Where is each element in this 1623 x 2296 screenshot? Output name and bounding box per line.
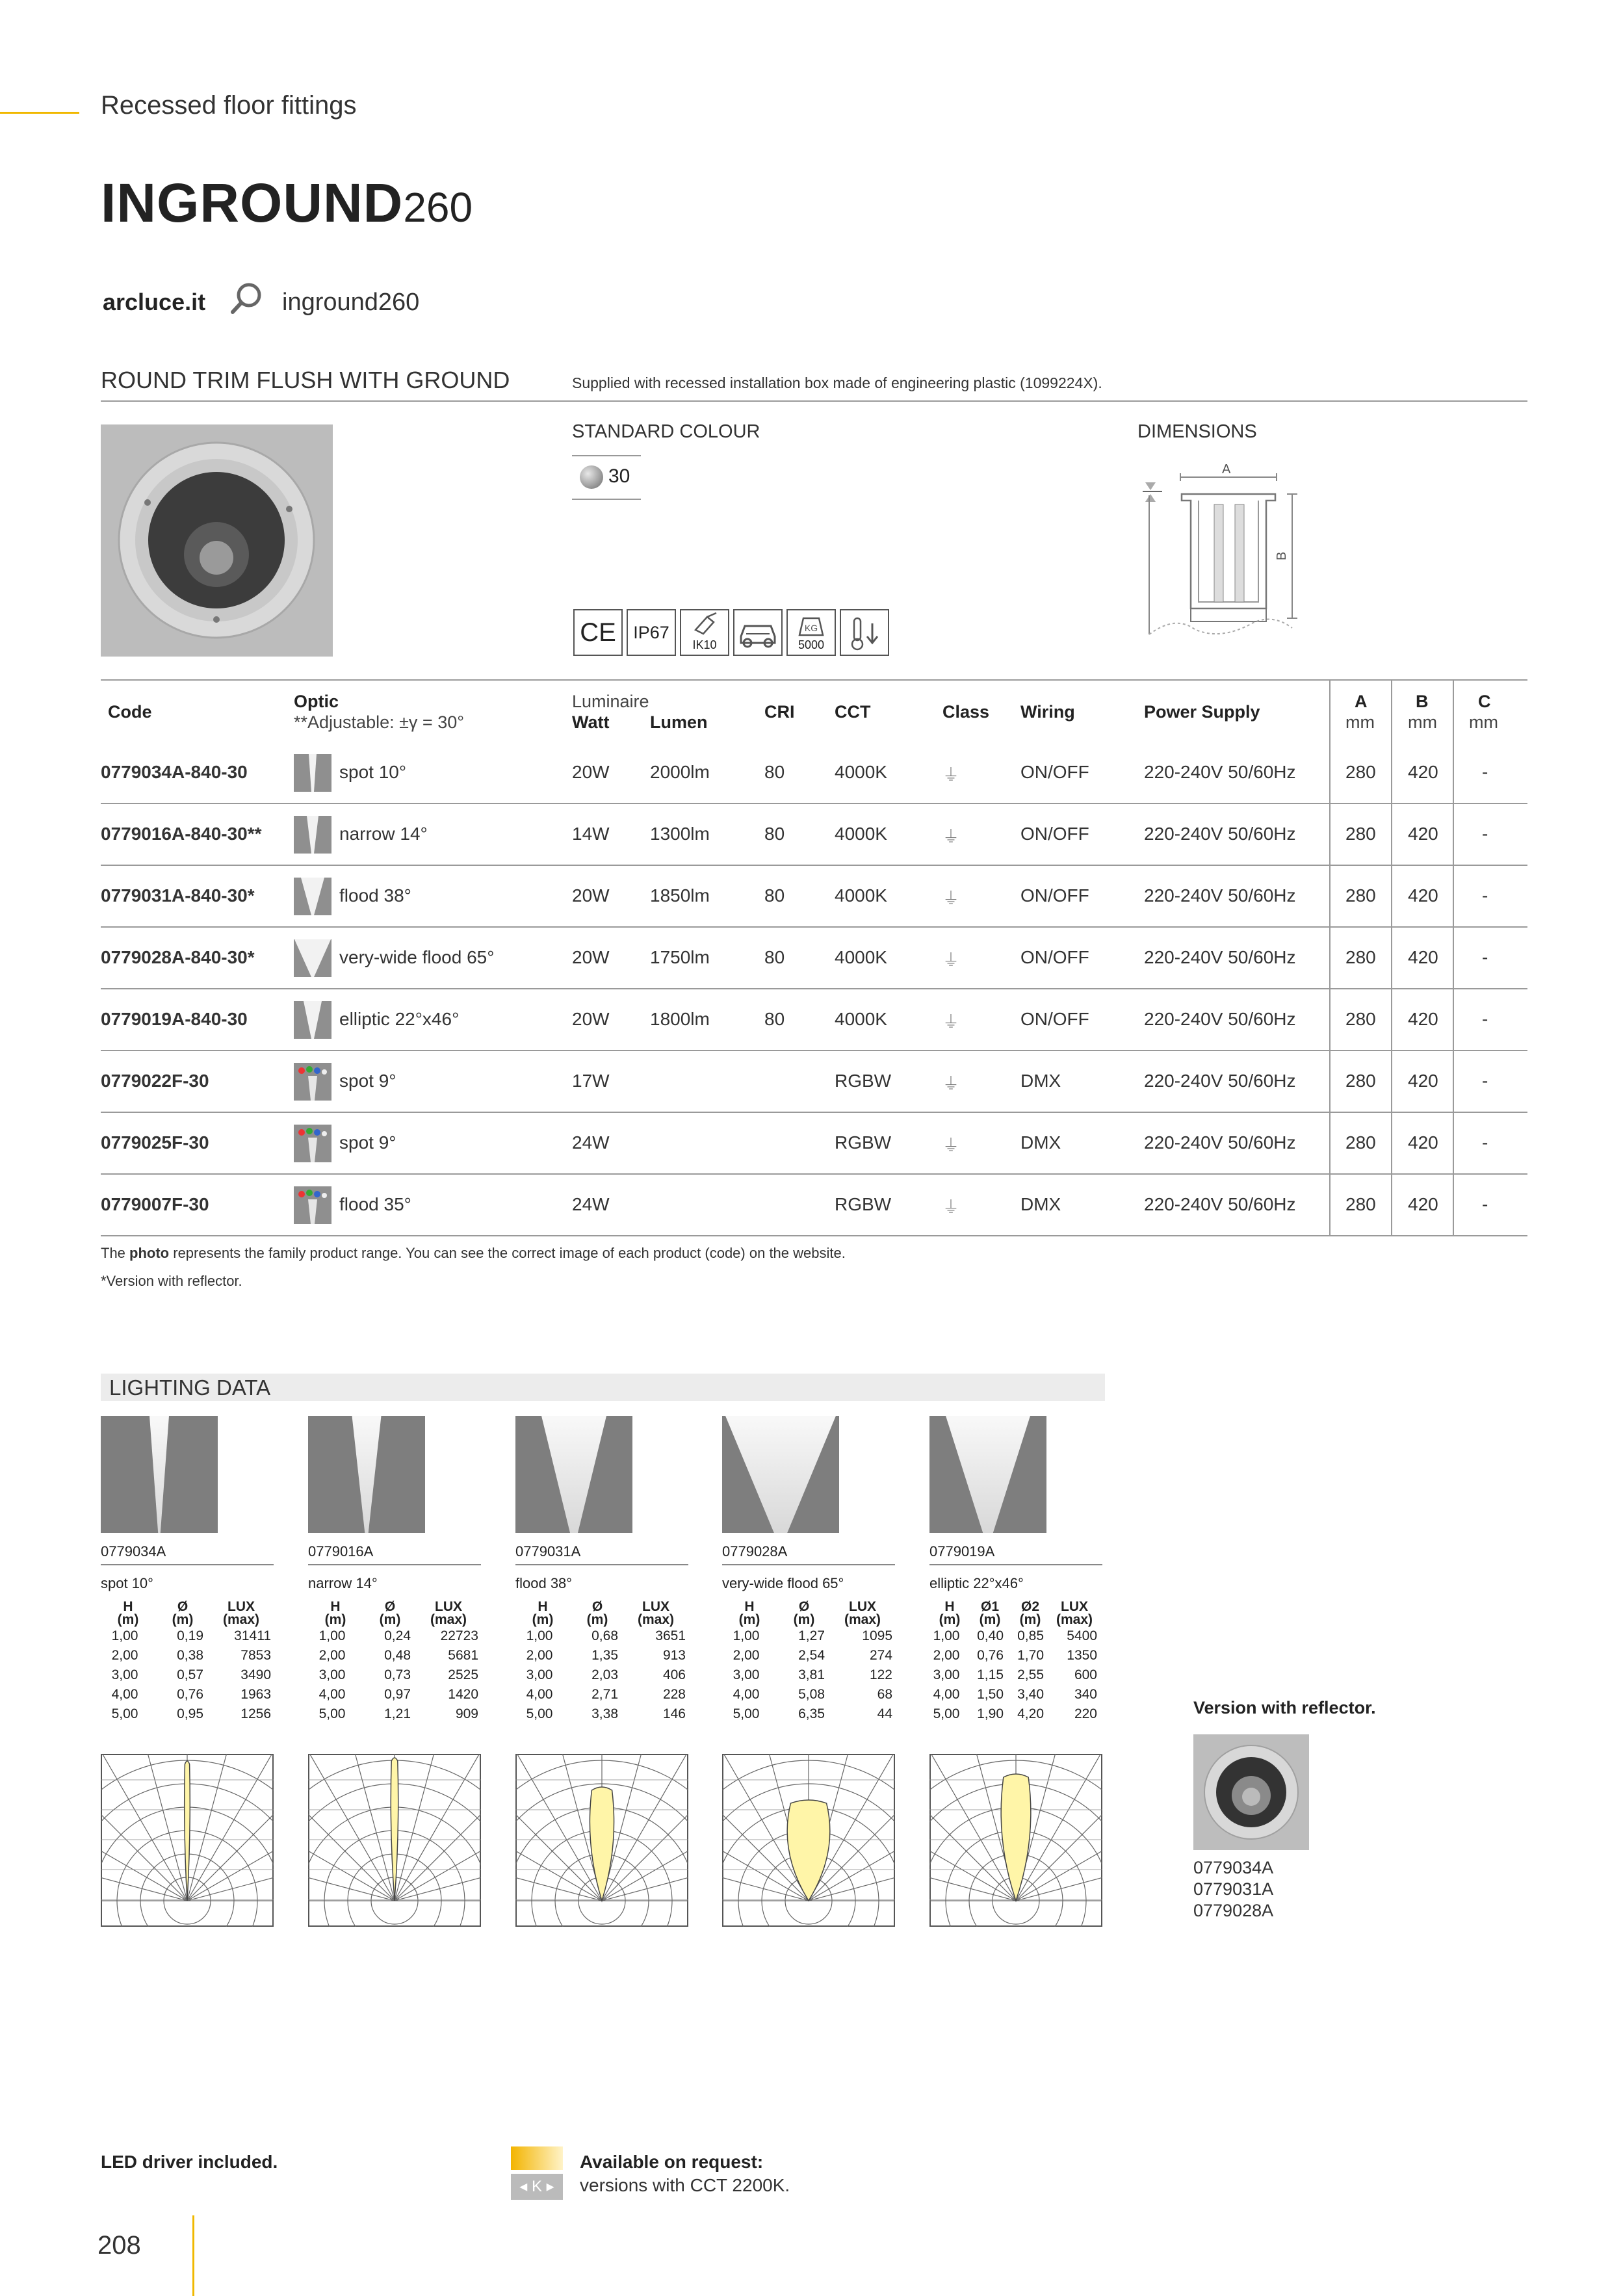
lighting-col-header: Ø (m) xyxy=(379,1599,401,1627)
cct-gradient-icon xyxy=(511,2146,563,2170)
lighting-title: LIGHTING DATA xyxy=(109,1376,271,1400)
row-wiring: DMX xyxy=(1020,1194,1061,1214)
divider xyxy=(929,1564,1102,1565)
website-link[interactable]: arcluce.it xyxy=(103,289,206,315)
lighting-cell: 1,90 xyxy=(977,1706,1004,1721)
lighting-cell: 0,38 xyxy=(177,1648,203,1663)
colour-code: 30 xyxy=(608,465,630,487)
lighting-optic: elliptic 22°x46° xyxy=(929,1575,1024,1591)
lighting-col-header: Ø2 (m) xyxy=(1019,1599,1041,1627)
lighting-cell: 3651 xyxy=(655,1628,686,1643)
row-a: 280 xyxy=(1345,762,1376,782)
lighting-cell: 0,19 xyxy=(177,1628,203,1643)
polar-diagram xyxy=(101,1754,274,1927)
row-lumen: 1750lm xyxy=(650,947,710,967)
colour-swatch xyxy=(580,465,603,489)
title-light: 260 xyxy=(403,184,473,231)
lighting-cell: 1095 xyxy=(862,1628,892,1643)
lighting-cell: 3,00 xyxy=(111,1667,138,1682)
lighting-col-header: LUX (max) xyxy=(430,1599,467,1627)
col-code: Code xyxy=(108,702,152,722)
lighting-cell: 1256 xyxy=(240,1706,271,1721)
polar-diagram xyxy=(515,1754,688,1927)
row-c: - xyxy=(1482,762,1488,782)
optic-icon xyxy=(294,1125,331,1162)
row-b: 420 xyxy=(1408,885,1438,906)
lighting-cell: 1,00 xyxy=(526,1628,553,1643)
row-code: 0779034A-840-30 xyxy=(101,762,248,782)
row-power: 220-240V 50/60Hz xyxy=(1144,947,1296,967)
beam-image xyxy=(308,1416,425,1533)
lighting-cell: 909 xyxy=(455,1706,478,1721)
title-bold: INGROUND xyxy=(101,172,404,233)
lighting-cell: 5,08 xyxy=(798,1687,825,1702)
row-wiring: ON/OFF xyxy=(1020,885,1089,906)
lighting-cell: 1,35 xyxy=(591,1648,618,1663)
divider xyxy=(572,499,641,500)
dimensions-label: DIMENSIONS xyxy=(1137,421,1257,442)
row-divider xyxy=(101,1173,1527,1175)
lighting-cell: 4,00 xyxy=(933,1687,960,1702)
lighting-col-header: Ø (m) xyxy=(586,1599,608,1627)
lighting-cell: 31411 xyxy=(234,1628,271,1643)
col-c-unit: mm xyxy=(1469,712,1498,732)
row-wiring: ON/OFF xyxy=(1020,762,1089,782)
row-lumen: 1300lm xyxy=(650,824,710,844)
row-class: ⏚ xyxy=(942,950,960,970)
row-wiring: DMX xyxy=(1020,1132,1061,1153)
lighting-col-header: Ø1 (m) xyxy=(979,1599,1001,1627)
col-luminaire: Luminaire xyxy=(572,692,649,711)
row-divider xyxy=(101,926,1527,928)
row-optic: elliptic 22°x46° xyxy=(339,1009,460,1029)
lighting-cell: 3,40 xyxy=(1017,1687,1044,1702)
drive-over-icon xyxy=(733,609,783,656)
row-b: 420 xyxy=(1408,824,1438,844)
lighting-cell: 0,40 xyxy=(977,1628,1004,1643)
reflector-title: Version with reflector. xyxy=(1193,1698,1376,1717)
row-cct: 4000K xyxy=(835,947,887,967)
table-top-rule xyxy=(101,679,1527,681)
polar-diagram xyxy=(308,1754,481,1927)
row-b: 420 xyxy=(1408,1194,1438,1214)
lighting-cell: 0,48 xyxy=(384,1648,411,1663)
row-code: 0779007F-30 xyxy=(101,1194,209,1214)
row-class: ⏚ xyxy=(942,827,960,846)
available-text: versions with CCT 2200K. xyxy=(580,2175,790,2195)
lighting-cell: 1,00 xyxy=(933,1628,960,1643)
accent-line xyxy=(192,2215,194,2296)
col-power: Power Supply xyxy=(1144,702,1260,722)
row-cri: 80 xyxy=(764,762,785,782)
standard-colour-label: STANDARD COLOUR xyxy=(572,421,760,442)
lighting-table xyxy=(722,1600,894,1724)
lighting-cell: 1,27 xyxy=(798,1628,825,1643)
row-optic: very-wide flood 65° xyxy=(339,947,495,967)
lighting-optic: flood 38° xyxy=(515,1575,573,1591)
row-power: 220-240V 50/60Hz xyxy=(1144,1071,1296,1091)
lighting-cell: 3,00 xyxy=(526,1667,553,1682)
lighting-optic: very-wide flood 65° xyxy=(722,1575,844,1591)
row-cri: 80 xyxy=(764,947,785,967)
lighting-cell: 2,54 xyxy=(798,1648,825,1663)
lighting-optic: narrow 14° xyxy=(308,1575,378,1591)
page-number: 208 xyxy=(97,2231,141,2260)
row-watt: 14W xyxy=(572,824,610,844)
lighting-code: 0779019A xyxy=(929,1543,995,1559)
col-watt: Watt xyxy=(572,712,610,732)
row-cct: RGBW xyxy=(835,1071,892,1091)
lighting-cell: 2,00 xyxy=(933,1648,960,1663)
row-watt: 20W xyxy=(572,1009,610,1029)
col-divider xyxy=(1329,679,1331,1236)
row-code: 0779016A-840-30** xyxy=(101,824,262,844)
row-divider xyxy=(101,988,1527,989)
lighting-col-header: H (m) xyxy=(117,1599,139,1627)
row-wiring: DMX xyxy=(1020,1071,1061,1091)
row-watt: 20W xyxy=(572,762,610,782)
row-optic: narrow 14° xyxy=(339,824,428,844)
reflector-photo xyxy=(1193,1734,1309,1850)
lighting-cell: 600 xyxy=(1074,1667,1097,1682)
ce-icon: CE xyxy=(573,609,623,656)
row-c: - xyxy=(1482,1071,1488,1091)
row-c: - xyxy=(1482,824,1488,844)
lighting-cell: 3,00 xyxy=(318,1667,346,1682)
row-a: 280 xyxy=(1345,1132,1376,1153)
lighting-cell: 1,00 xyxy=(318,1628,346,1643)
row-a: 280 xyxy=(1345,947,1376,967)
beam-image xyxy=(515,1416,632,1533)
lighting-cell: 1963 xyxy=(240,1687,271,1702)
divider xyxy=(515,1564,688,1565)
row-cct: 4000K xyxy=(835,824,887,844)
row-watt: 20W xyxy=(572,885,610,906)
col-a: A xyxy=(1355,692,1368,711)
lighting-col-header: H (m) xyxy=(939,1599,961,1627)
table-note: The photo represents the family product range. You can see the correct image of each product (code) on the website. xyxy=(101,1245,846,1261)
lighting-cell: 3,00 xyxy=(933,1667,960,1682)
lighting-col-header: H (m) xyxy=(532,1599,554,1627)
lighting-col-header: H (m) xyxy=(324,1599,346,1627)
lighting-optic: spot 10° xyxy=(101,1575,153,1591)
col-a-unit: mm xyxy=(1345,712,1375,732)
lighting-cell: 146 xyxy=(662,1706,686,1721)
row-b: 420 xyxy=(1408,1132,1438,1153)
row-power: 220-240V 50/60Hz xyxy=(1144,762,1296,782)
lighting-cell: 1,50 xyxy=(977,1687,1004,1702)
lighting-cell: 4,00 xyxy=(526,1687,553,1702)
lighting-block xyxy=(101,1416,274,1936)
lighting-cell: 2,00 xyxy=(111,1648,138,1663)
row-cri: 80 xyxy=(764,885,785,906)
row-class: ⏚ xyxy=(942,1074,960,1093)
lighting-block xyxy=(722,1416,895,1936)
lighting-cell: 0,85 xyxy=(1017,1628,1044,1643)
lighting-cell: 3,00 xyxy=(733,1667,760,1682)
row-a: 280 xyxy=(1345,824,1376,844)
col-b-unit: mm xyxy=(1408,712,1437,732)
lighting-cell: 0,68 xyxy=(591,1628,618,1643)
optic-icon xyxy=(294,1063,331,1101)
row-code: 0779025F-30 xyxy=(101,1132,209,1153)
row-cct: RGBW xyxy=(835,1194,892,1214)
row-class: ⏚ xyxy=(942,765,960,785)
lighting-cell: 44 xyxy=(877,1706,892,1721)
lighting-cell: 2,03 xyxy=(591,1667,618,1682)
row-c: - xyxy=(1482,947,1488,967)
lighting-cell: 22723 xyxy=(440,1628,478,1643)
row-lumen: 2000lm xyxy=(650,762,710,782)
row-divider xyxy=(101,803,1527,804)
accent-line xyxy=(0,112,79,114)
lighting-table xyxy=(929,1600,1098,1724)
search-term: inground260 xyxy=(282,289,420,316)
row-lumen: 1800lm xyxy=(650,1009,710,1029)
product-title xyxy=(101,170,473,240)
beam-image xyxy=(101,1416,218,1533)
lighting-col-header: Ø (m) xyxy=(172,1599,194,1627)
row-code: 0779031A-840-30* xyxy=(101,885,255,906)
col-lumen: Lumen xyxy=(650,712,708,732)
lighting-cell: 0,95 xyxy=(177,1706,203,1721)
row-c: - xyxy=(1482,1009,1488,1029)
col-divider xyxy=(1391,679,1392,1236)
row-cri: 80 xyxy=(764,824,785,844)
lighting-table xyxy=(515,1600,687,1724)
lighting-cell: 2,55 xyxy=(1017,1667,1044,1682)
row-c: - xyxy=(1482,1194,1488,1214)
row-wiring: ON/OFF xyxy=(1020,947,1089,967)
ik10-icon: IK10 xyxy=(680,609,729,656)
kelvin-icon: ◂ K ▸ xyxy=(511,2174,563,2200)
lighting-cell: 4,00 xyxy=(111,1687,138,1702)
temperature-icon xyxy=(840,609,889,656)
col-c: C xyxy=(1478,692,1491,711)
lighting-cell: 7853 xyxy=(240,1648,271,1663)
lighting-cell: 1,00 xyxy=(733,1628,760,1643)
lighting-cell: 2525 xyxy=(448,1667,478,1682)
lighting-cell: 1420 xyxy=(448,1687,478,1702)
row-divider xyxy=(101,865,1527,866)
row-divider xyxy=(101,1050,1527,1051)
divider xyxy=(308,1564,481,1565)
row-class: ⏚ xyxy=(942,1136,960,1155)
polar-diagram xyxy=(929,1754,1102,1927)
optic-icon xyxy=(294,1001,331,1039)
row-watt: 17W xyxy=(572,1071,610,1091)
svg-text:KG: KG xyxy=(804,623,818,633)
available-title: Available on request: xyxy=(580,2152,764,2172)
lighting-col-header: LUX (max) xyxy=(637,1599,675,1627)
row-c: - xyxy=(1482,1132,1488,1153)
divider xyxy=(572,455,641,456)
lighting-cell: 0,97 xyxy=(384,1687,411,1702)
lighting-cell: 2,00 xyxy=(526,1648,553,1663)
row-divider xyxy=(101,1112,1527,1113)
dim-b-label: B xyxy=(1275,551,1289,560)
lighting-cell: 5,00 xyxy=(733,1706,760,1721)
optic-icon xyxy=(294,939,331,977)
lighting-col-header: LUX (max) xyxy=(844,1599,881,1627)
row-watt: 24W xyxy=(572,1132,610,1153)
lighting-cell: 6,35 xyxy=(798,1706,825,1721)
col-wiring: Wiring xyxy=(1020,702,1075,722)
row-power: 220-240V 50/60Hz xyxy=(1144,1009,1296,1029)
lighting-cell: 220 xyxy=(1074,1706,1097,1721)
col-divider xyxy=(1453,679,1454,1236)
lighting-cell: 0,24 xyxy=(384,1628,411,1643)
lighting-cell: 340 xyxy=(1074,1687,1097,1702)
lighting-cell: 5,00 xyxy=(111,1706,138,1721)
row-b: 420 xyxy=(1408,762,1438,782)
lighting-cell: 3,38 xyxy=(591,1706,618,1721)
lighting-cell: 5,00 xyxy=(933,1706,960,1721)
row-optic: spot 9° xyxy=(339,1071,396,1091)
row-code: 0779028A-840-30* xyxy=(101,947,255,967)
lighting-cell: 913 xyxy=(662,1648,686,1663)
row-divider xyxy=(101,1235,1527,1236)
col-optic-note: **Adjustable: ±γ = 30° xyxy=(294,712,465,732)
row-wiring: ON/OFF xyxy=(1020,1009,1089,1029)
divider xyxy=(722,1564,895,1565)
col-cct: CCT xyxy=(835,702,871,722)
lighting-block xyxy=(929,1416,1102,1936)
lighting-cell: 3,81 xyxy=(798,1667,825,1682)
row-optic: spot 9° xyxy=(339,1132,396,1153)
dim-a-label: A xyxy=(1222,462,1231,476)
row-class: ⏚ xyxy=(942,889,960,908)
load-5000-icon: KG 5000 xyxy=(786,609,836,656)
row-b: 420 xyxy=(1408,947,1438,967)
row-a: 280 xyxy=(1345,885,1376,906)
lighting-cell: 0,73 xyxy=(384,1667,411,1682)
row-class: ⏚ xyxy=(942,1197,960,1217)
col-b: B xyxy=(1416,692,1429,711)
lighting-code: 0779034A xyxy=(101,1543,166,1559)
lighting-cell: 1,21 xyxy=(384,1706,411,1721)
optic-icon xyxy=(294,816,331,854)
lighting-col-header: H (m) xyxy=(738,1599,760,1627)
optic-icon xyxy=(294,878,331,915)
lighting-cell: 1,15 xyxy=(977,1667,1004,1682)
lighting-cell: 4,00 xyxy=(318,1687,346,1702)
lighting-cell: 0,76 xyxy=(977,1648,1004,1663)
row-power: 220-240V 50/60Hz xyxy=(1144,824,1296,844)
row-optic: spot 10° xyxy=(339,762,407,782)
lighting-cell: 0,76 xyxy=(177,1687,203,1702)
lighting-col-header: LUX (max) xyxy=(222,1599,260,1627)
row-power: 220-240V 50/60Hz xyxy=(1144,1194,1296,1214)
lighting-cell: 2,00 xyxy=(318,1648,346,1663)
section-note: Supplied with recessed installation box made of engineering plastic (1099224X). xyxy=(572,374,1102,391)
table-note-2: *Version with reflector. xyxy=(101,1273,242,1289)
category-title: Recessed floor fittings xyxy=(101,91,357,120)
lighting-col-header: LUX (max) xyxy=(1056,1599,1093,1627)
row-code: 0779019A-840-30 xyxy=(101,1009,248,1029)
lighting-cell: 1,00 xyxy=(111,1628,138,1643)
polar-diagram xyxy=(722,1754,895,1927)
row-a: 280 xyxy=(1345,1071,1376,1091)
lighting-cell: 228 xyxy=(662,1687,686,1702)
lighting-cell: 5681 xyxy=(448,1648,478,1663)
row-watt: 20W xyxy=(572,947,610,967)
section-title: ROUND TRIM FLUSH WITH GROUND xyxy=(101,367,510,393)
lighting-cell: 406 xyxy=(662,1667,686,1682)
lighting-code: 0779016A xyxy=(308,1543,374,1559)
col-cri: CRI xyxy=(764,702,795,722)
lighting-cell: 122 xyxy=(869,1667,892,1682)
row-class: ⏚ xyxy=(942,1012,960,1032)
row-a: 280 xyxy=(1345,1009,1376,1029)
row-b: 420 xyxy=(1408,1009,1438,1029)
row-power: 220-240V 50/60Hz xyxy=(1144,885,1296,906)
search-icon xyxy=(229,281,264,316)
row-cct: 4000K xyxy=(835,1009,887,1029)
ip67-icon: IP67 xyxy=(627,609,676,656)
lighting-col-header: Ø (m) xyxy=(793,1599,815,1627)
lighting-cell: 4,20 xyxy=(1017,1706,1044,1721)
row-c: - xyxy=(1482,885,1488,906)
lighting-cell: 1350 xyxy=(1067,1648,1097,1663)
row-cct: RGBW xyxy=(835,1132,892,1153)
lighting-code: 0779028A xyxy=(722,1543,788,1559)
col-class: Class xyxy=(942,702,990,722)
optic-icon xyxy=(294,1186,331,1224)
lighting-table xyxy=(308,1600,480,1724)
lighting-cell: 274 xyxy=(869,1648,892,1663)
lighting-cell: 2,71 xyxy=(591,1687,618,1702)
row-wiring: ON/OFF xyxy=(1020,824,1089,844)
row-optic: flood 38° xyxy=(339,885,411,906)
divider xyxy=(101,1564,274,1565)
lighting-block xyxy=(515,1416,688,1936)
product-photo xyxy=(101,424,333,657)
row-cri: 80 xyxy=(764,1009,785,1029)
row-code: 0779022F-30 xyxy=(101,1071,209,1091)
lighting-cell: 4,00 xyxy=(733,1687,760,1702)
lighting-block xyxy=(308,1416,481,1936)
row-lumen: 1850lm xyxy=(650,885,710,906)
lighting-cell: 5,00 xyxy=(526,1706,553,1721)
lighting-cell: 3490 xyxy=(240,1667,271,1682)
row-b: 420 xyxy=(1408,1071,1438,1091)
lighting-cell: 5400 xyxy=(1067,1628,1097,1643)
lighting-cell: 1,70 xyxy=(1017,1648,1044,1663)
beam-image xyxy=(929,1416,1046,1533)
lighting-code: 0779031A xyxy=(515,1543,581,1559)
lighting-cell: 2,00 xyxy=(733,1648,760,1663)
optic-icon xyxy=(294,754,331,792)
row-power: 220-240V 50/60Hz xyxy=(1144,1132,1296,1153)
lighting-cell: 5,00 xyxy=(318,1706,346,1721)
reflector-codes: 0779034A 0779031A 0779028A xyxy=(1193,1858,1274,1920)
driver-note: LED driver included. xyxy=(101,2152,278,2172)
lighting-table xyxy=(101,1600,272,1724)
lighting-cell: 68 xyxy=(877,1687,892,1702)
lighting-cell: 0,57 xyxy=(177,1667,203,1682)
row-optic: flood 35° xyxy=(339,1194,411,1214)
row-cct: 4000K xyxy=(835,885,887,906)
beam-image xyxy=(722,1416,839,1533)
row-a: 280 xyxy=(1345,1194,1376,1214)
row-cct: 4000K xyxy=(835,762,887,782)
col-optic: Optic xyxy=(294,692,339,711)
dimensions-drawing xyxy=(1136,459,1312,641)
row-watt: 24W xyxy=(572,1194,610,1214)
divider xyxy=(101,400,1527,402)
